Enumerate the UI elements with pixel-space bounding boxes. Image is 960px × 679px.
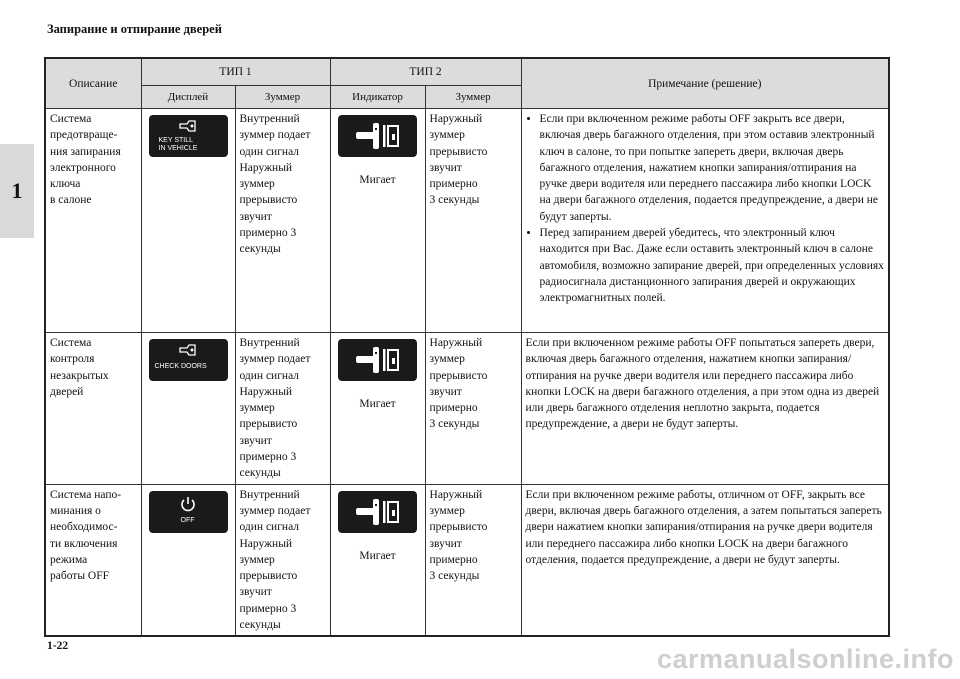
header-type2: ТИП 2	[330, 58, 521, 86]
chapter-number: 1	[11, 178, 23, 203]
row-note: Если при включенном режиме работы OFF попытаться запереть двери, включая дверь багажного отделения, нажатием кнопки запирания/отпирания на ручке двери водителя или переднего пассажира либо кнопки LOCK на двери багажного отделения, а при этом одна из дверей или дверь багажного отделения неплотно закрыта, подается предупреждение, а двери не будут заперты.	[521, 333, 889, 485]
row-buzzer-1: Внутренний зуммер подает один сигнал Наружный зуммер прерывисто звучит примерно 3 секунды	[235, 484, 330, 636]
display-image	[149, 491, 228, 533]
row-indicator	[330, 109, 425, 333]
door-lock-warning-icon	[338, 339, 417, 381]
chapter-tab	[0, 144, 34, 238]
display-text: OFF	[180, 516, 195, 524]
note-item: • Перед запиранием дверей убедитесь, что электронный ключ находится при Вас. Даже если оставить электронный ключ в салоне автомобиля, возможно запирание дверей, при определенных условиях радиосигнала дистанционного запирания дверей и окружающих электромагнитных полей.	[540, 225, 884, 306]
header-description: Описание	[45, 58, 141, 109]
power-button-icon	[179, 495, 197, 513]
header-buzzer-2: Зуммер	[425, 86, 521, 109]
watermark: carmanualsonline.info	[656, 644, 954, 674]
row-display	[141, 109, 235, 333]
display-image	[149, 339, 228, 381]
row-indicator	[330, 333, 425, 485]
header-note: Примечание (решение)	[521, 58, 889, 109]
display-image	[149, 115, 228, 157]
header-type1: ТИП 1	[141, 58, 330, 86]
door-lock-warning-icon	[338, 491, 417, 533]
table-row	[45, 333, 889, 485]
row-indicator	[330, 484, 425, 636]
row-description: Система контроля незакрытых дверей	[45, 333, 141, 485]
row-note	[521, 109, 889, 333]
display-text: KEY STILL IN VEHICLE	[158, 137, 198, 152]
row-description: Система напо- минания о необходимос- ти включения режима работы OFF	[45, 484, 141, 636]
key-fob-icon	[178, 343, 198, 357]
header-display: Дисплей	[141, 86, 235, 109]
row-display	[141, 333, 235, 485]
page-number: 1-22	[47, 640, 69, 652]
note-list	[526, 111, 884, 307]
header-row-1	[45, 58, 889, 86]
indicator-label: Мигает	[359, 174, 396, 186]
table-row	[45, 109, 889, 333]
door-lock-warning-icon	[338, 115, 417, 157]
indicator-label: Мигает	[359, 549, 396, 562]
row-buzzer-1: Внутренний зуммер подает один сигнал Наружный зуммер прерывисто звучит примерно 3 секунды	[235, 333, 330, 485]
header-buzzer-1: Зуммер	[235, 86, 330, 109]
row-description: Система предотвраще- ния запирания электронного ключа в салоне	[45, 109, 141, 333]
note-item: • Если при включенном режиме работы OFF закрыть все двери, включая дверь багажного отделения, при этом оставив электронный ключ в салоне, то при попытке запереть двери, включая дверь багажного отделения, нажатием кнопки запирания/отпирания на ручке двери водителя или переднего пассажира либо кнопки LOCK на двери багажного отделения, подается предупреждение, а двери не будут заперты.	[540, 111, 884, 225]
page-title: Запирание и отпирание дверей	[47, 22, 222, 36]
row-note: Если при включенном режиме работы, отличном от OFF, закрыть все двери, включая дверь багажного отделения, а затем попытаться запереть двери нажатием кнопки запирания/отпирания на ручке двери водителя или переднего пассажира либо кнопки LOCK на двери багажного отделения, подается предупреждение, а двери не будут заперты.	[521, 484, 889, 636]
row-buzzer-2: Наружный зуммер прерывисто звучит примерно 3 секунды	[425, 484, 521, 636]
row-display	[141, 484, 235, 636]
row-buzzer-2: Наружный зуммер прерывисто звучит примерно 3 секунды	[425, 109, 521, 333]
row-buzzer-1: Внутренний зуммер подает один сигнал Наружный зуммер прерывисто звучит примерно 3 секунды	[235, 109, 330, 333]
indicator-label: Мигает	[359, 398, 396, 410]
header-indicator: Индикатор	[330, 86, 425, 109]
warning-table	[44, 57, 890, 637]
display-text: CHECK DOORS	[154, 363, 207, 370]
row-buzzer-2: Наружный зуммер прерывисто звучит примерно 3 секунды	[425, 333, 521, 485]
key-fob-icon	[178, 119, 198, 133]
table-row	[45, 484, 889, 636]
